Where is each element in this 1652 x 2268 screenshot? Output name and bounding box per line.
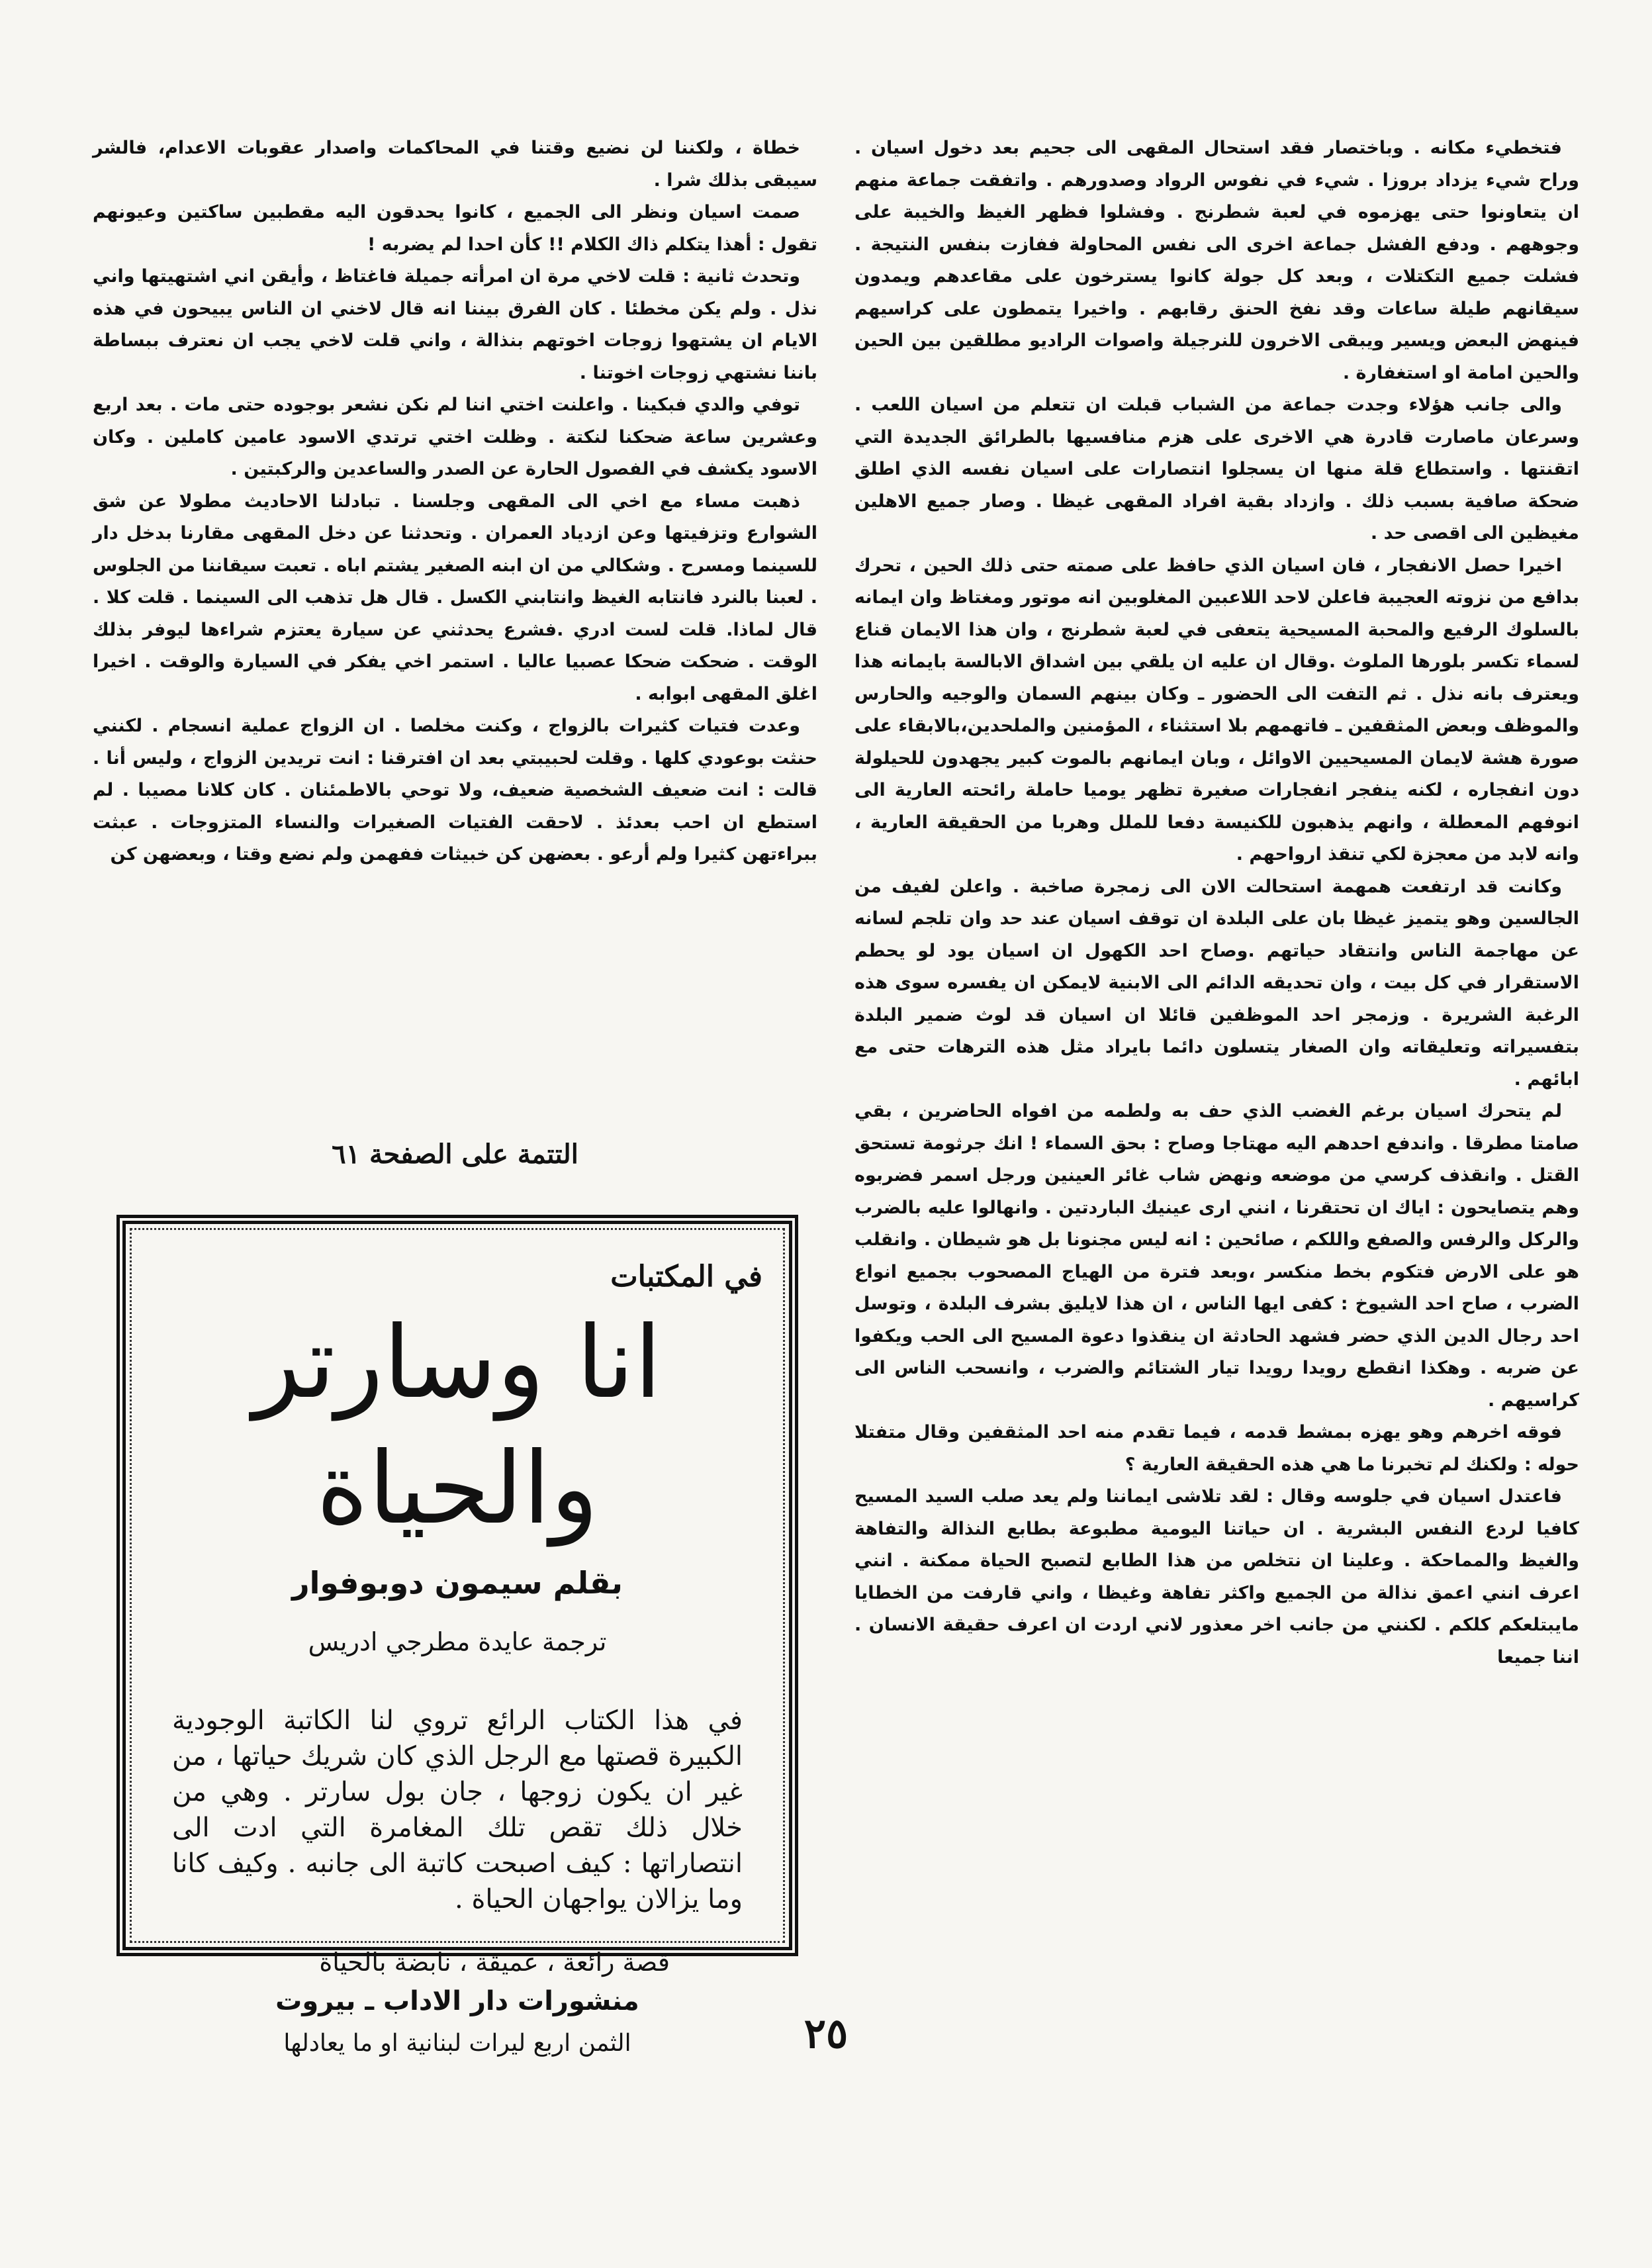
book-author: بقلم سيمون دوبوفوار	[292, 1565, 623, 1601]
book-publisher: منشورات دار الاداب ـ بيروت	[275, 1986, 639, 2016]
book-blurb: في هذا الكتاب الرائع تروي لنا الكاتبة الوجودية الكبيرة قصتها مع الرجل الذي كان شريك حياتها ، من غير ان يكون زوجها ، جان بول سارتر . وهي من خلال ذلك تقص تلك المغامرة التي ادت الى انتصاراتها : كيف اصبحت كاتبة الى جانبه . وكيف كانا وما يزالان يواجهان الحياة .	[172, 1705, 743, 1914]
right-text-column	[854, 132, 1579, 1674]
left-text-column	[93, 132, 817, 871]
book-tagline: قصة رائعة ، عميقة ، نابضة بالحياة	[319, 1948, 670, 1977]
paragraph: فاعتدل اسيان في جلوسه وقال : لقد تلاشى ايماننا ولم يعد صلب السيد المسيح كافيا لردع النفس البشرية . ان حياتنا اليومية مطبوعة بطابع النذالة والتفاهة والغيظ والمماحكة . وعلينا ان نتخلص من هذا الطابع لتصبح الحياة ممكنة . انني اعرف انني اعمق نذالة من الجميع واكثر تفاهة وغيظا ، واني قارفت من الخطايا مايبتلعكم كلكم . لكنني من جانب اخر معذور لاني اردت ان اعرف حقيقة الانسان . اننا جميعا	[854, 1486, 1579, 1668]
book-translator: ترجمة عايدة مطرجي ادريس	[308, 1627, 607, 1656]
paragraph: وكانت قد ارتفعت همهمة استحالت الان الى زمجرة صاخبة . واعلن لفيف من الجالسين وهو يتميز غيظا بان على البلدة ان توقف اسيان عند حد وان تلجم لسانه عن مهاجمة الناس وانتقاد حياتهم .وصاح احد الكهول ان اسيان يود لو يحطم الاستقرار في كل بيت ، وان تحديقه الدائم الى الابنية لايمكن ان يفسره سوى هذه الرغبة الشريرة . وزمجر احد الموظفين قائلا ان اسيان قد لوث ضمير البلدة بتفسيراته وتعليقاته وان الصغار يتسلون دائما بايراد مثل هذه الترهات حتى مع ابائهم .	[854, 876, 1579, 1090]
page-number: ٢٥	[803, 2009, 849, 2057]
paragraph: وتحدث ثانية : قلت لاخي مرة ان امرأته جميلة فاغتاظ ، وأيقن اني اشتهيتها واني نذل . ولم يكن مخطئا . كان الفرق بيننا انه قال لاخني ان الناس يبيحون في هذه الايام ان يشتهوا زوجات اخوتهم بنذالة ، واني قلت لاخي يجب ان نعترف ببساطة باننا نشتهي زوجات اخوتنا .	[93, 266, 817, 383]
book-title: انا وسارتر والحياة	[253, 1305, 662, 1546]
continuation-note: التتمة على الصفحة ٦١	[332, 1139, 578, 1170]
book-advertisement	[116, 1215, 798, 2057]
book-price: الثمن اربع ليرات لبنانية او ما يعادلها	[283, 2030, 631, 2057]
paragraph: خطاة ، ولكننا لن نضيع وقتنا في المحاكمات واصدار عقوبات الاعدام، فالشر سيبقى بذلك شرا .	[93, 138, 817, 191]
paragraph: لم يتحرك اسيان برغم الغضب الذي حف به ولطمه من افواه الحاضرين ، بقي صامتا مطرقا . واندفع احدهم اليه مهتاجا وصاح : بحق السماء ! انك جرثومة تستحق القتل . وانقذف كرسي من موضعه ونهض شاب غائر العينين ورجل اسمر فضربوه وهم يتصايحون : اياك ان تحتقرنا ، انني ارى عينيك الباردتين . وانهالوا عليه بالضرب والركل والرفس والصفع واللكم ، صائحين : انه ليس مجنونا بل هو شيطان . وانقلب هو على الارض فتكوم بخط منكسر ،وبعد فترة من الهياج المصحوب بجميع انواع الضرب ، صاح احد الشيوخ : كفى ايها الناس ، ان هذا لايليق بشرف البلدة ، وتوسل احد رجال الدين الذي حضر فشهد الحادثة ان ينقذوا دعوة المسيح الى الحب ويكفوا عن ضربه . وهكذا انقطع رويدا رويدا تيار الشتائم والضرب ، وانسحب الناس الى كراسيهم .	[854, 1101, 1579, 1411]
paragraph: وعدت فتيات كثيرات بالزواج ، وكنت مخلصا . ان الزواج عملية انسجام . لكنني حنثت بوعودي كلها . وقلت لحبيبتي بعد ان افترقنا : انت تريدين الزواج ، وليس أنا . قالت : انت ضعيف الشخصية ضعيف، ولا توحي بالاطمئنان . كان كلانا مصيبا . لم استطع ان احب بعدئذ . لاحقت الفتيات الصغيرات والنساء المتزوجات . عبثت ببراءتهن كثيرا ولم أرعو . بعضهن كن خبيثات ففهمن ولم نضع وقتا ، وبعضهن كن	[93, 716, 817, 865]
paragraph: فوقه اخرهم وهو يهزه بمشط قدمه ، فيما تقدم منه احد المثقفين وقال متفتلا حوله : ولكنك لم تخبرنا ما هي هذه الحقيقة العارية ؟	[854, 1422, 1579, 1475]
paragraph: والى جانب هؤلاء وجدت جماعة من الشباب قبلت ان تتعلم من اسيان اللعب . وسرعان ماصارت قادرة هي الاخرى على هزم منافسيها بالطرائق الجديدة التي اتقنتها . واستطاع قلة منها ان يسجلوا انتصارات على اسيان نفسه الذي اطلق ضحكة صافية بسبب ذلك . وازداد بقية افراد المقهى غيظا . وصار جميع الاهلين مغيظين الى اقصى حد .	[854, 395, 1579, 543]
paragraph: ذهبت مساء مع اخي الى المقهى وجلسنا . تبادلنا الاحاديث مطولا عن شق الشوارع وتزفيتها وعن ازدياد العمران . وتحدثنا عن دخل المقهى مقارنا بدخل دار للسينما ومسرح . وشكالي من ان ابنه الصغير يشتم اباه . تعبت سيقاننا من الجلوس . لعبنا بالنرد فانتابه الغيظ وانتابني الكسل . قال هل تذهب الى السينما . قلت كلا . قال لماذا. قلت لست ادري .فشرع يحدثني عن سيارة يعتزم شراءها ليوفر بذلك الوقت . ضحكت ضحكا عصبيا عاليا . استمر اخي يفكر في السيارة والوقت . اخيرا اغلق المقهى ابوابه .	[93, 491, 817, 704]
paragraph: اخيرا حصل الانفجار ، فان اسيان الذي حافظ على صمته حتى ذلك الحين ، تحرك بدافع من نزوته العجيبة فاعلن لاحد اللاعبين المغلوبين انه موتور ومغتاظ وان ايمانه بالسلوك الرفيع والمحبة المسيحية يتعفى في لعبة شطرنج ، وان هذا الايمان قناع لسماء تكسر بلورها الملوث .وقال ان عليه ان يلقي بين اشداق الابالسة بايمانه هذا ويعترف بانه نذل . ثم التفت الى الحضور ـ وكان بينهم السمان والوجيه والحارس والموظف وبعض المثقفين ـ فاتهمهم بلا استثناء ، المؤمنين والملحدين،بالابقاء على صورة هشة لايمان المسيحيين الاوائل ، وبان ايمانهم بالموت كبير يجهدون للحيلولة دون انفجاره ، لكنه ينفجر انفجارات صغيرة تظهر يوميا حاملة رائحته العارية الى انوفهم المعطلة ، وانهم يذهبون للكنيسة دفعا للملل وهربا من الحقيقة العارية ، وانه لابد من معجزة لكي تنقذ ارواحهم .	[854, 555, 1579, 865]
ad-section-heading: في المكتبات	[610, 1260, 762, 1294]
paragraph: توفي والدي فبكينا . واعلنت اختي اننا لم نكن نشعر بوجوده حتى مات . بعد اربع وعشرين ساعة ضحكنا لنكتة . وظلت اختي ترتدي الاسود عامين كاملين . وكان الاسود يكشف في الفصول الحارة عن الصدر والساعدين والركبتين .	[93, 395, 817, 479]
paragraph: فتخطيء مكانه . وباختصار فقد استحال المقهى الى جحيم بعد دخول اسيان . وراح شيء يزداد بروزا . شيء في نفوس الرواد وصدورهم . واتفقت جماعة منهم ان يتعاونوا حتى يهزموه في لعبة شطرنج . وفشلوا فظهر الغيظ والخيبة على وجوههم . ودفع الفشل جماعة اخرى الى نفس المحاولة ففازت بنفس النتيجة . فشلت جميع التكتلات ، وبعد كل جولة كانوا يسترخون على مقاعدهم ويمدون سيقانهم طيلة ساعات وقد نفخ الحنق رقابهم . واخيرا يتمطون على كراسيهم فينهض البعض ويسير ويبقى الاخرون للنرجيلة واصوات الراديو مطلقين بين الحين والحين امامة او استغفارة .	[854, 138, 1579, 383]
paragraph: صمت اسيان ونظر الى الجميع ، كانوا يحدقون اليه مقطبين ساكتين وعيونهم تقول : أهذا يتكلم ذاك الكلام !! كأن احدا لم يضربه !	[93, 202, 817, 255]
